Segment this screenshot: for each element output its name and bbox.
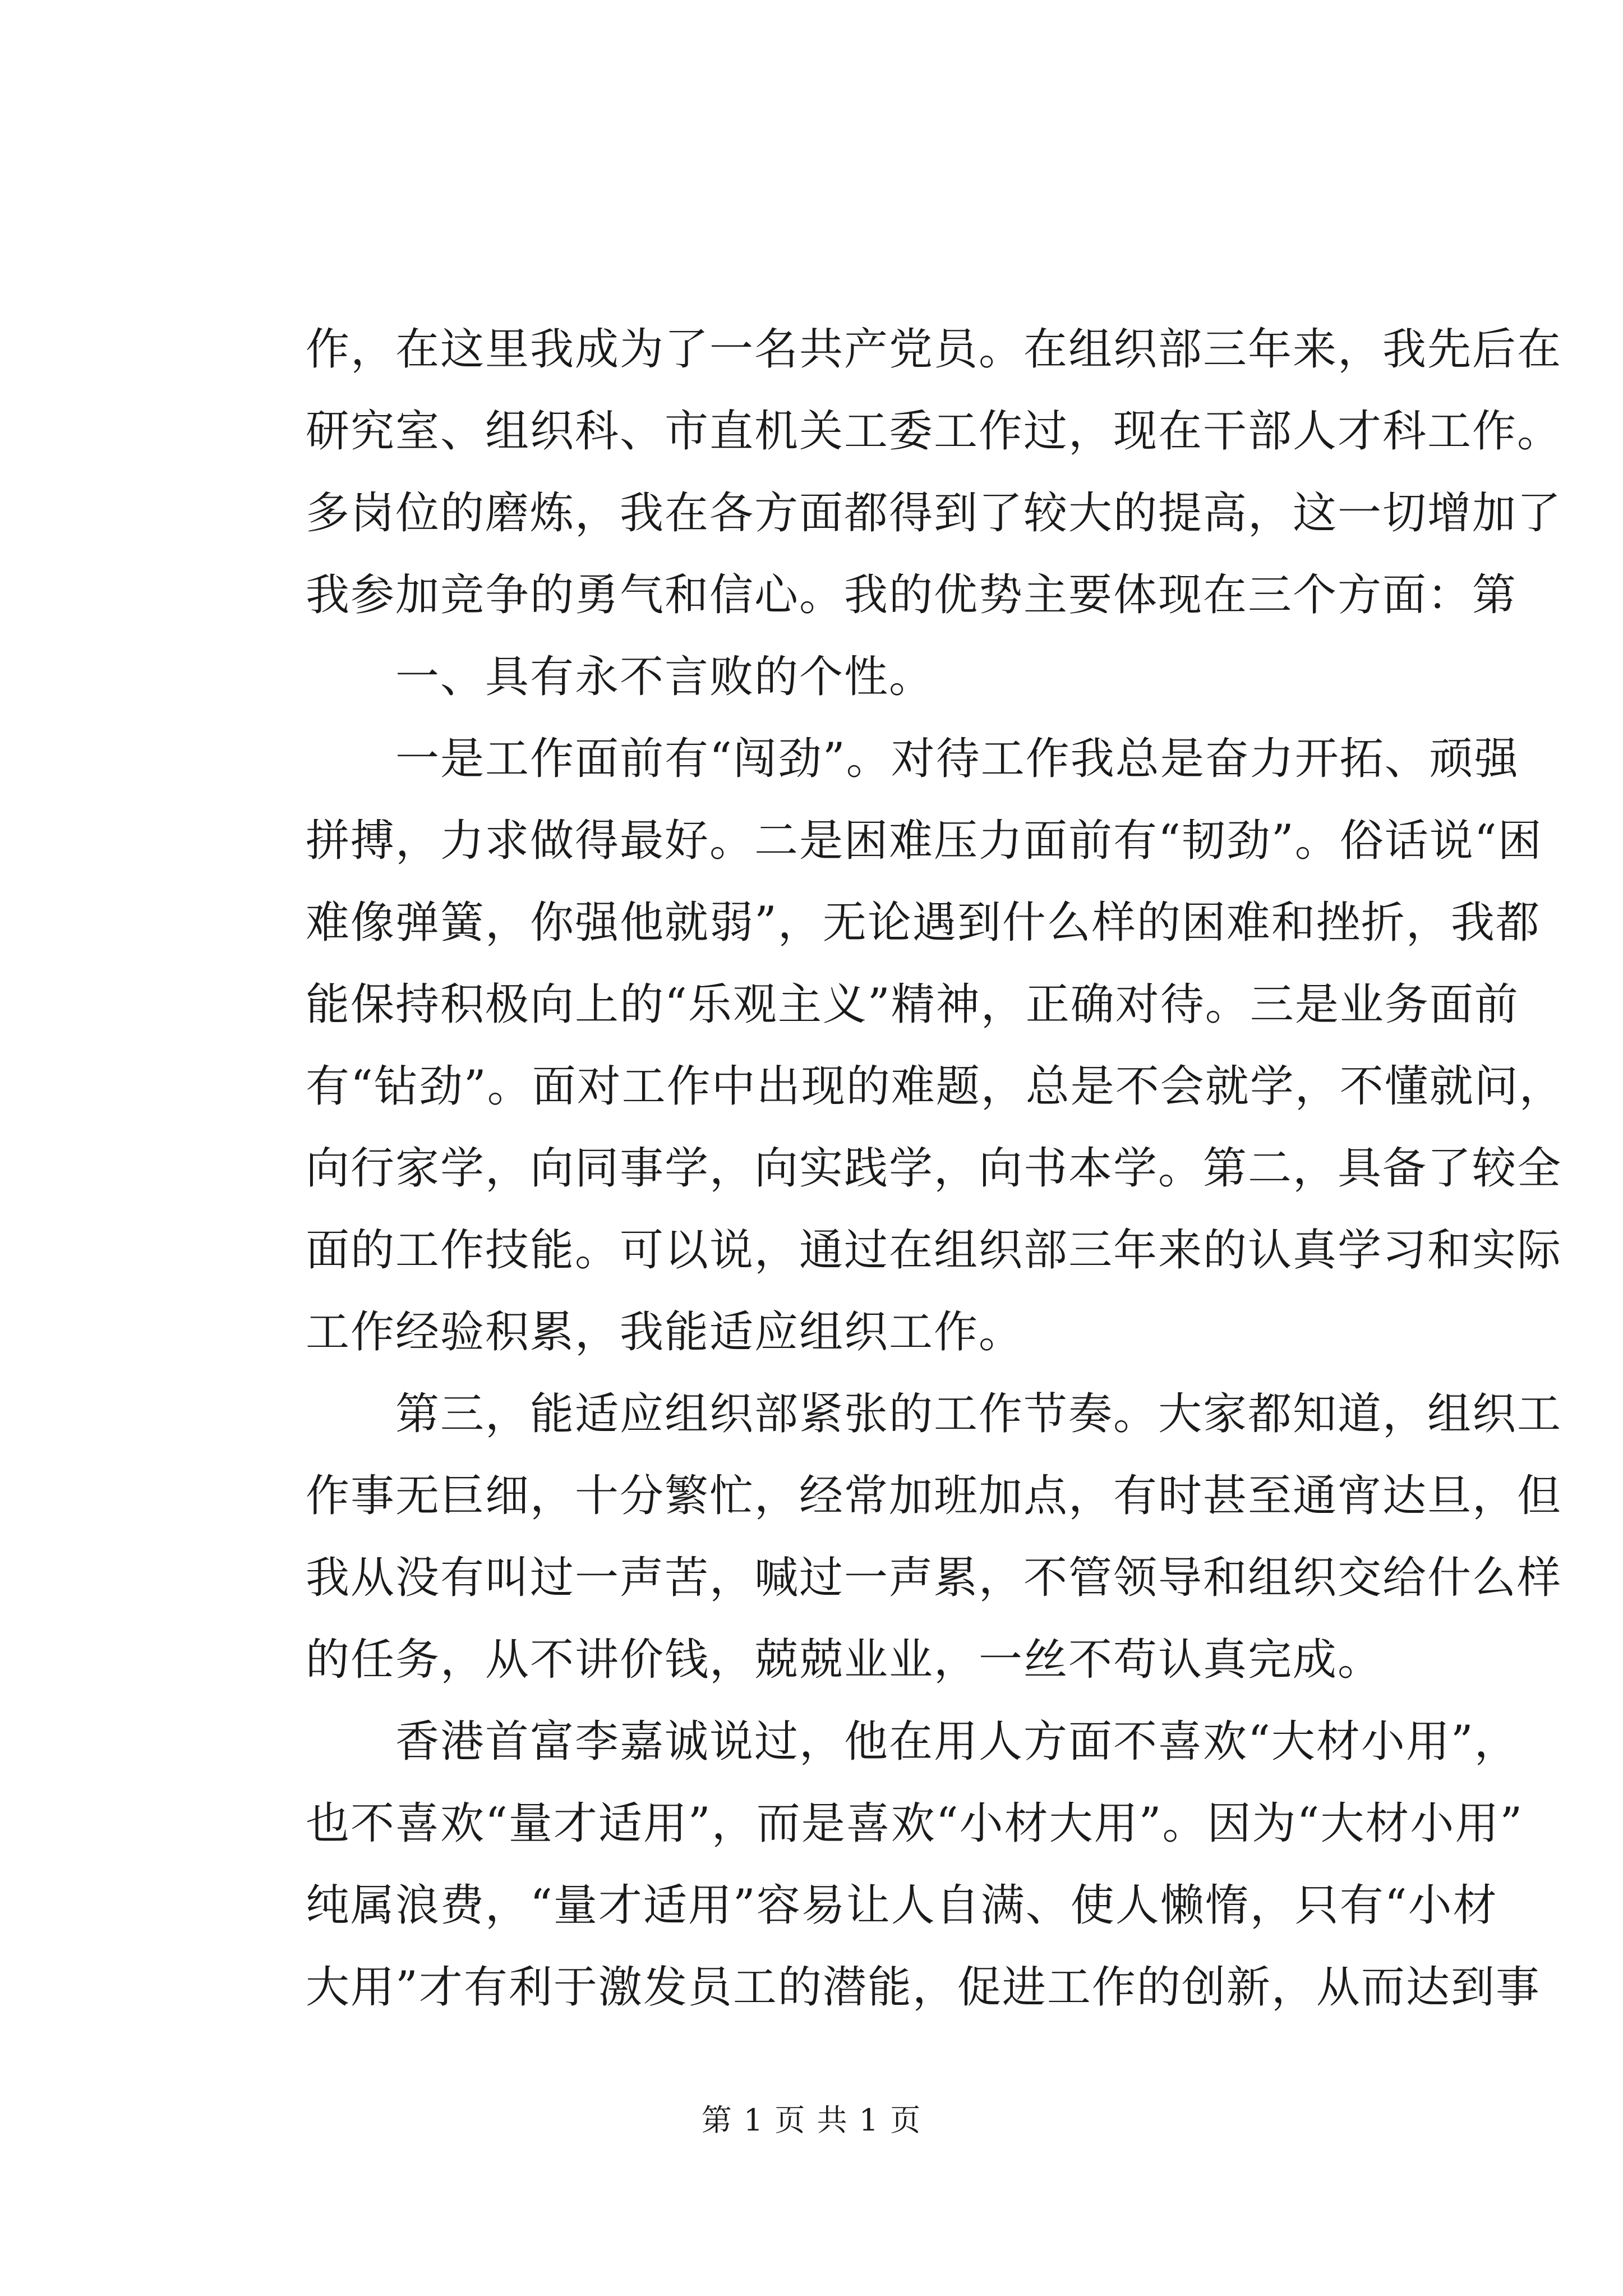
text-line: 作，在这里我成为了一名共产党员。在组织部三年来，我先后在 <box>306 324 1562 375</box>
text-line: 的任务，从不讲价钱，兢兢业业，一丝不苟认真完成。 <box>306 1635 1383 1685</box>
text-line: 多岗位的磨炼，我在各方面都得到了较大的提高，这一切增加了 <box>306 488 1562 539</box>
text-line: 向行家学，向同事学，向实践学，向书本学。第二，具备了较全 <box>306 1143 1562 1194</box>
text-line: 研究室、组织科、市直机关工委工作过，现在干部人才科工作。 <box>306 406 1562 457</box>
text-line: 一是工作面前有“闯劲”。对待工作我总是奋力开拓、顽强 <box>395 734 1519 784</box>
text-line: 面的工作技能。可以说，通过在组织部三年来的认真学习和实际 <box>306 1225 1562 1276</box>
text-line: 作事无巨细，十分繁忙，经常加班加点，有时甚至通宵达旦，但 <box>306 1471 1562 1521</box>
text-line: 难像弹簧，你强他就弱”，无论遇到什么样的困难和挫折，我都 <box>306 898 1541 948</box>
text-line: 大用”才有利于激发员工的潜能，促进工作的创新，从而达到事 <box>306 1962 1541 2013</box>
text-line: 一、具有永不言败的个性。 <box>395 652 934 702</box>
text-line: 工作经验积累，我能适应组织工作。 <box>306 1307 1024 1358</box>
text-line: 纯属浪费，“量才适用”容易让人自满、使人懒惰，只有“小材 <box>306 1880 1498 1931</box>
document-body <box>306 309 1564 2028</box>
text-line: 第三，能适应组织部紧张的工作节奏。大家都知道，组织工 <box>395 1389 1562 1439</box>
page-footer: 第 1 页 共 1 页 <box>701 2102 922 2138</box>
text-line: 有“钻劲”。面对工作中出现的难题，总是不会就学，不懂就问， <box>306 1061 1564 1112</box>
text-line: 也不喜欢“量才适用”，而是喜欢“小材大用”。因为“大材小用” <box>306 1798 1524 1849</box>
text-line: 拼搏，力求做得最好。二是困难压力面前有“韧劲”。俗话说“困 <box>306 816 1543 866</box>
text-line: 我从没有叫过一声苦，喊过一声累，不管领导和组织交给什么样 <box>306 1553 1562 1603</box>
text-line: 能保持积极向上的“乐观主义”精神，正确对待。三是业务面前 <box>306 979 1519 1030</box>
text-line: 香港首富李嘉诚说过，他在用人方面不喜欢“大材小用”， <box>395 1717 1519 1767</box>
text-line: 我参加竞争的勇气和信心。我的优势主要体现在三个方面：第 <box>306 570 1518 620</box>
